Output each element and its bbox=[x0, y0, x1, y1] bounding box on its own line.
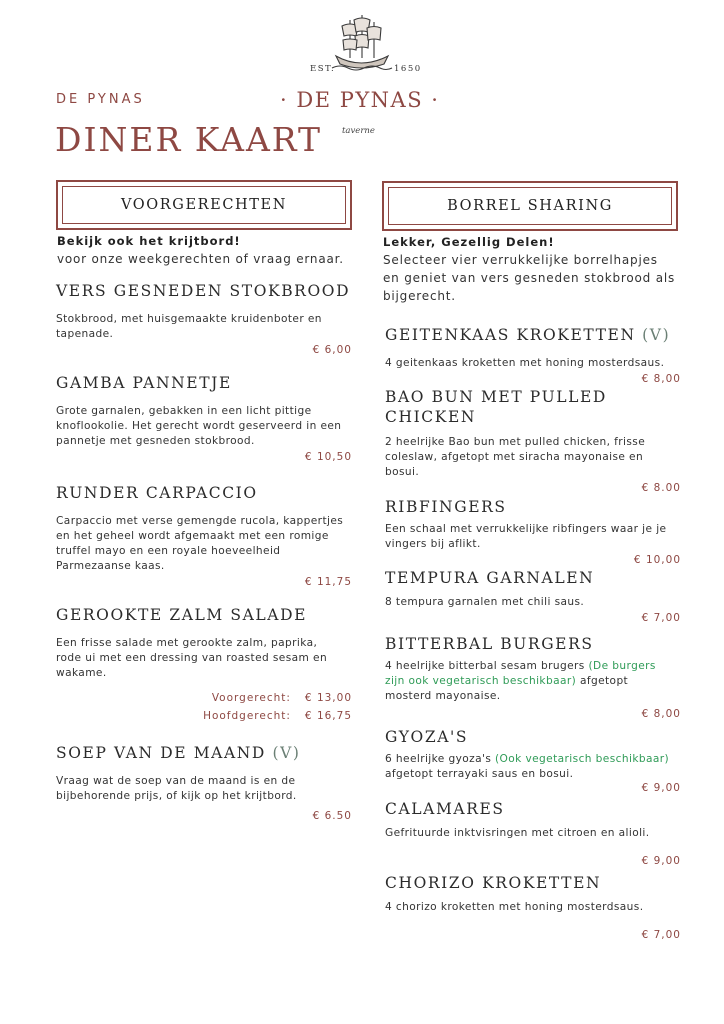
dish-price-row bbox=[56, 707, 352, 725]
menu-item bbox=[56, 744, 352, 822]
dish-description: Een schaal met verrukkelijke ribfingers waar je je vingers bij aflikt. bbox=[385, 523, 667, 550]
dish-description: Vraag wat de soep van de maand is en de bijbehorende prijs, of kijk op het krijtbord. bbox=[56, 775, 297, 802]
dish-description: 2 heelrijke Bao bun met pulled chicken, frisse coleslaw, afgetopt met siracha mayonaise en bosui. bbox=[385, 436, 646, 478]
dish-price: € 8.00 bbox=[641, 482, 681, 494]
dish-name: CALAMARES bbox=[385, 800, 505, 818]
menu-item bbox=[56, 374, 352, 463]
dish-price: € 10,00 bbox=[633, 554, 681, 566]
dish-name: RUNDER CARPACCIO bbox=[56, 484, 258, 502]
menu-item bbox=[385, 569, 681, 624]
right-intro: Selecteer vier verrukkelijke borrelhapjes en geniet van vers gesneden stokbrood als bijgerecht. bbox=[383, 253, 676, 303]
dish-price: € 6,00 bbox=[312, 344, 352, 356]
dish-price: € 16,75 bbox=[304, 710, 352, 722]
brand-label: DE PYNAS bbox=[56, 92, 145, 107]
dish-description: Carpaccio met verse gemengde rucola, kappertjes en het geheel wordt afgemaakt met een romige truffel mayo en een royale hoeveelheid Parmezaanse kaas. bbox=[56, 515, 344, 572]
menu-item bbox=[56, 606, 352, 725]
logo-est: EST. bbox=[310, 64, 336, 74]
dish-price: € 9,00 bbox=[641, 782, 681, 794]
right-intro-bold: Lekker, Gezellig Delen! bbox=[383, 235, 555, 249]
dish-description: 4 heelrijke bitterbal sesam brugers (De burgers zijn ook vegetarisch beschikbaar) afgetopt mosterd mayonaise. bbox=[385, 660, 656, 702]
dish-description: 4 chorizo kroketten met honing mosterdsaus. bbox=[385, 901, 644, 913]
logo-tagline: taverne bbox=[342, 126, 375, 136]
menu-item bbox=[385, 498, 681, 566]
dish-name: SOEP VAN DE MAAND (V) bbox=[56, 744, 301, 762]
menu-item bbox=[385, 635, 681, 720]
vegetarian-badge: (V) bbox=[642, 326, 671, 344]
dish-description: Gefrituurde inktvisringen met citroen en alioli. bbox=[385, 827, 650, 839]
menu-item bbox=[56, 282, 352, 356]
dish-name: BITTERBAL BURGERS bbox=[385, 635, 594, 653]
dish-name: GEITENKAAS KROKETTEN (V) bbox=[385, 326, 671, 344]
price-label: Voorgerecht: bbox=[211, 692, 291, 704]
dish-description: 6 heelrijke gyoza's (Ook vegetarisch beschikbaar) afgetopt terrayaki saus en bosui. bbox=[385, 753, 670, 780]
menu-item bbox=[385, 728, 681, 794]
logo-name: · DE PYNAS · bbox=[280, 88, 440, 112]
dish-name: GAMBA PANNETJE bbox=[56, 374, 232, 392]
page-title: DINER KAART bbox=[55, 120, 323, 159]
left-intro-bold: Bekijk ook het krijtbord! bbox=[57, 234, 241, 248]
dish-price: € 11,75 bbox=[304, 576, 352, 588]
dish-description: Een frisse salade met gerookte zalm, paprika, rode ui met een dressing van roasted sesam en wakame. bbox=[56, 637, 328, 679]
dish-price: € 7,00 bbox=[641, 929, 681, 941]
dish-price: € 9,00 bbox=[641, 855, 681, 867]
dish-price: € 8,00 bbox=[641, 708, 681, 720]
menu-item bbox=[385, 387, 681, 494]
dish-description: Grote garnalen, gebakken in een licht pittige knoflookolie. Het gerecht wordt geserveerd in een pannetje met gesneden stokbrood. bbox=[56, 405, 342, 447]
dish-price: € 8,00 bbox=[641, 373, 681, 385]
section-title-borrel-sharing: BORREL SHARING bbox=[382, 181, 678, 231]
vegetarian-note: (Ook vegetarisch beschikbaar) bbox=[495, 753, 670, 765]
logo-year: 1650 bbox=[394, 64, 422, 74]
section-title-voorgerechten: VOORGERECHTEN bbox=[56, 180, 352, 230]
dish-name: VERS GESNEDEN STOKBROOD bbox=[56, 282, 351, 300]
ship-icon bbox=[328, 12, 394, 74]
dish-price: € 7,00 bbox=[641, 612, 681, 624]
dish-price: € 13,00 bbox=[304, 692, 352, 704]
menu-item bbox=[56, 484, 352, 588]
dish-name: BAO BUN MET PULLED CHICKEN bbox=[385, 388, 607, 426]
dish-description: Stokbrood, met huisgemaakte kruidenboter en tapenade. bbox=[56, 313, 322, 340]
vegetarian-note: (De burgers zijn ook vegetarisch beschikbaar) bbox=[385, 660, 656, 687]
dish-name: CHORIZO KROKETTEN bbox=[385, 874, 602, 892]
dish-description: 4 geitenkaas kroketten met honing mosterdsaus. bbox=[385, 357, 665, 369]
dish-name: TEMPURA GARNALEN bbox=[385, 569, 595, 587]
dish-name: GEROOKTE ZALM SALADE bbox=[56, 606, 308, 624]
dish-name: RIBFINGERS bbox=[385, 498, 507, 516]
menu-item bbox=[385, 874, 681, 941]
price-label: Hoofdgerecht: bbox=[203, 710, 291, 722]
vegetarian-badge: (V) bbox=[272, 744, 301, 762]
menu-item bbox=[385, 326, 681, 385]
left-intro: voor onze weekgerechten of vraag ernaar. bbox=[57, 252, 344, 266]
menu-item bbox=[385, 800, 681, 867]
dish-name: GYOZA'S bbox=[385, 728, 469, 746]
dish-price-row bbox=[56, 689, 352, 707]
dish-price: € 10,50 bbox=[304, 451, 352, 463]
dish-description: 8 tempura garnalen met chili saus. bbox=[385, 596, 585, 608]
dish-price: € 6.50 bbox=[312, 810, 352, 822]
